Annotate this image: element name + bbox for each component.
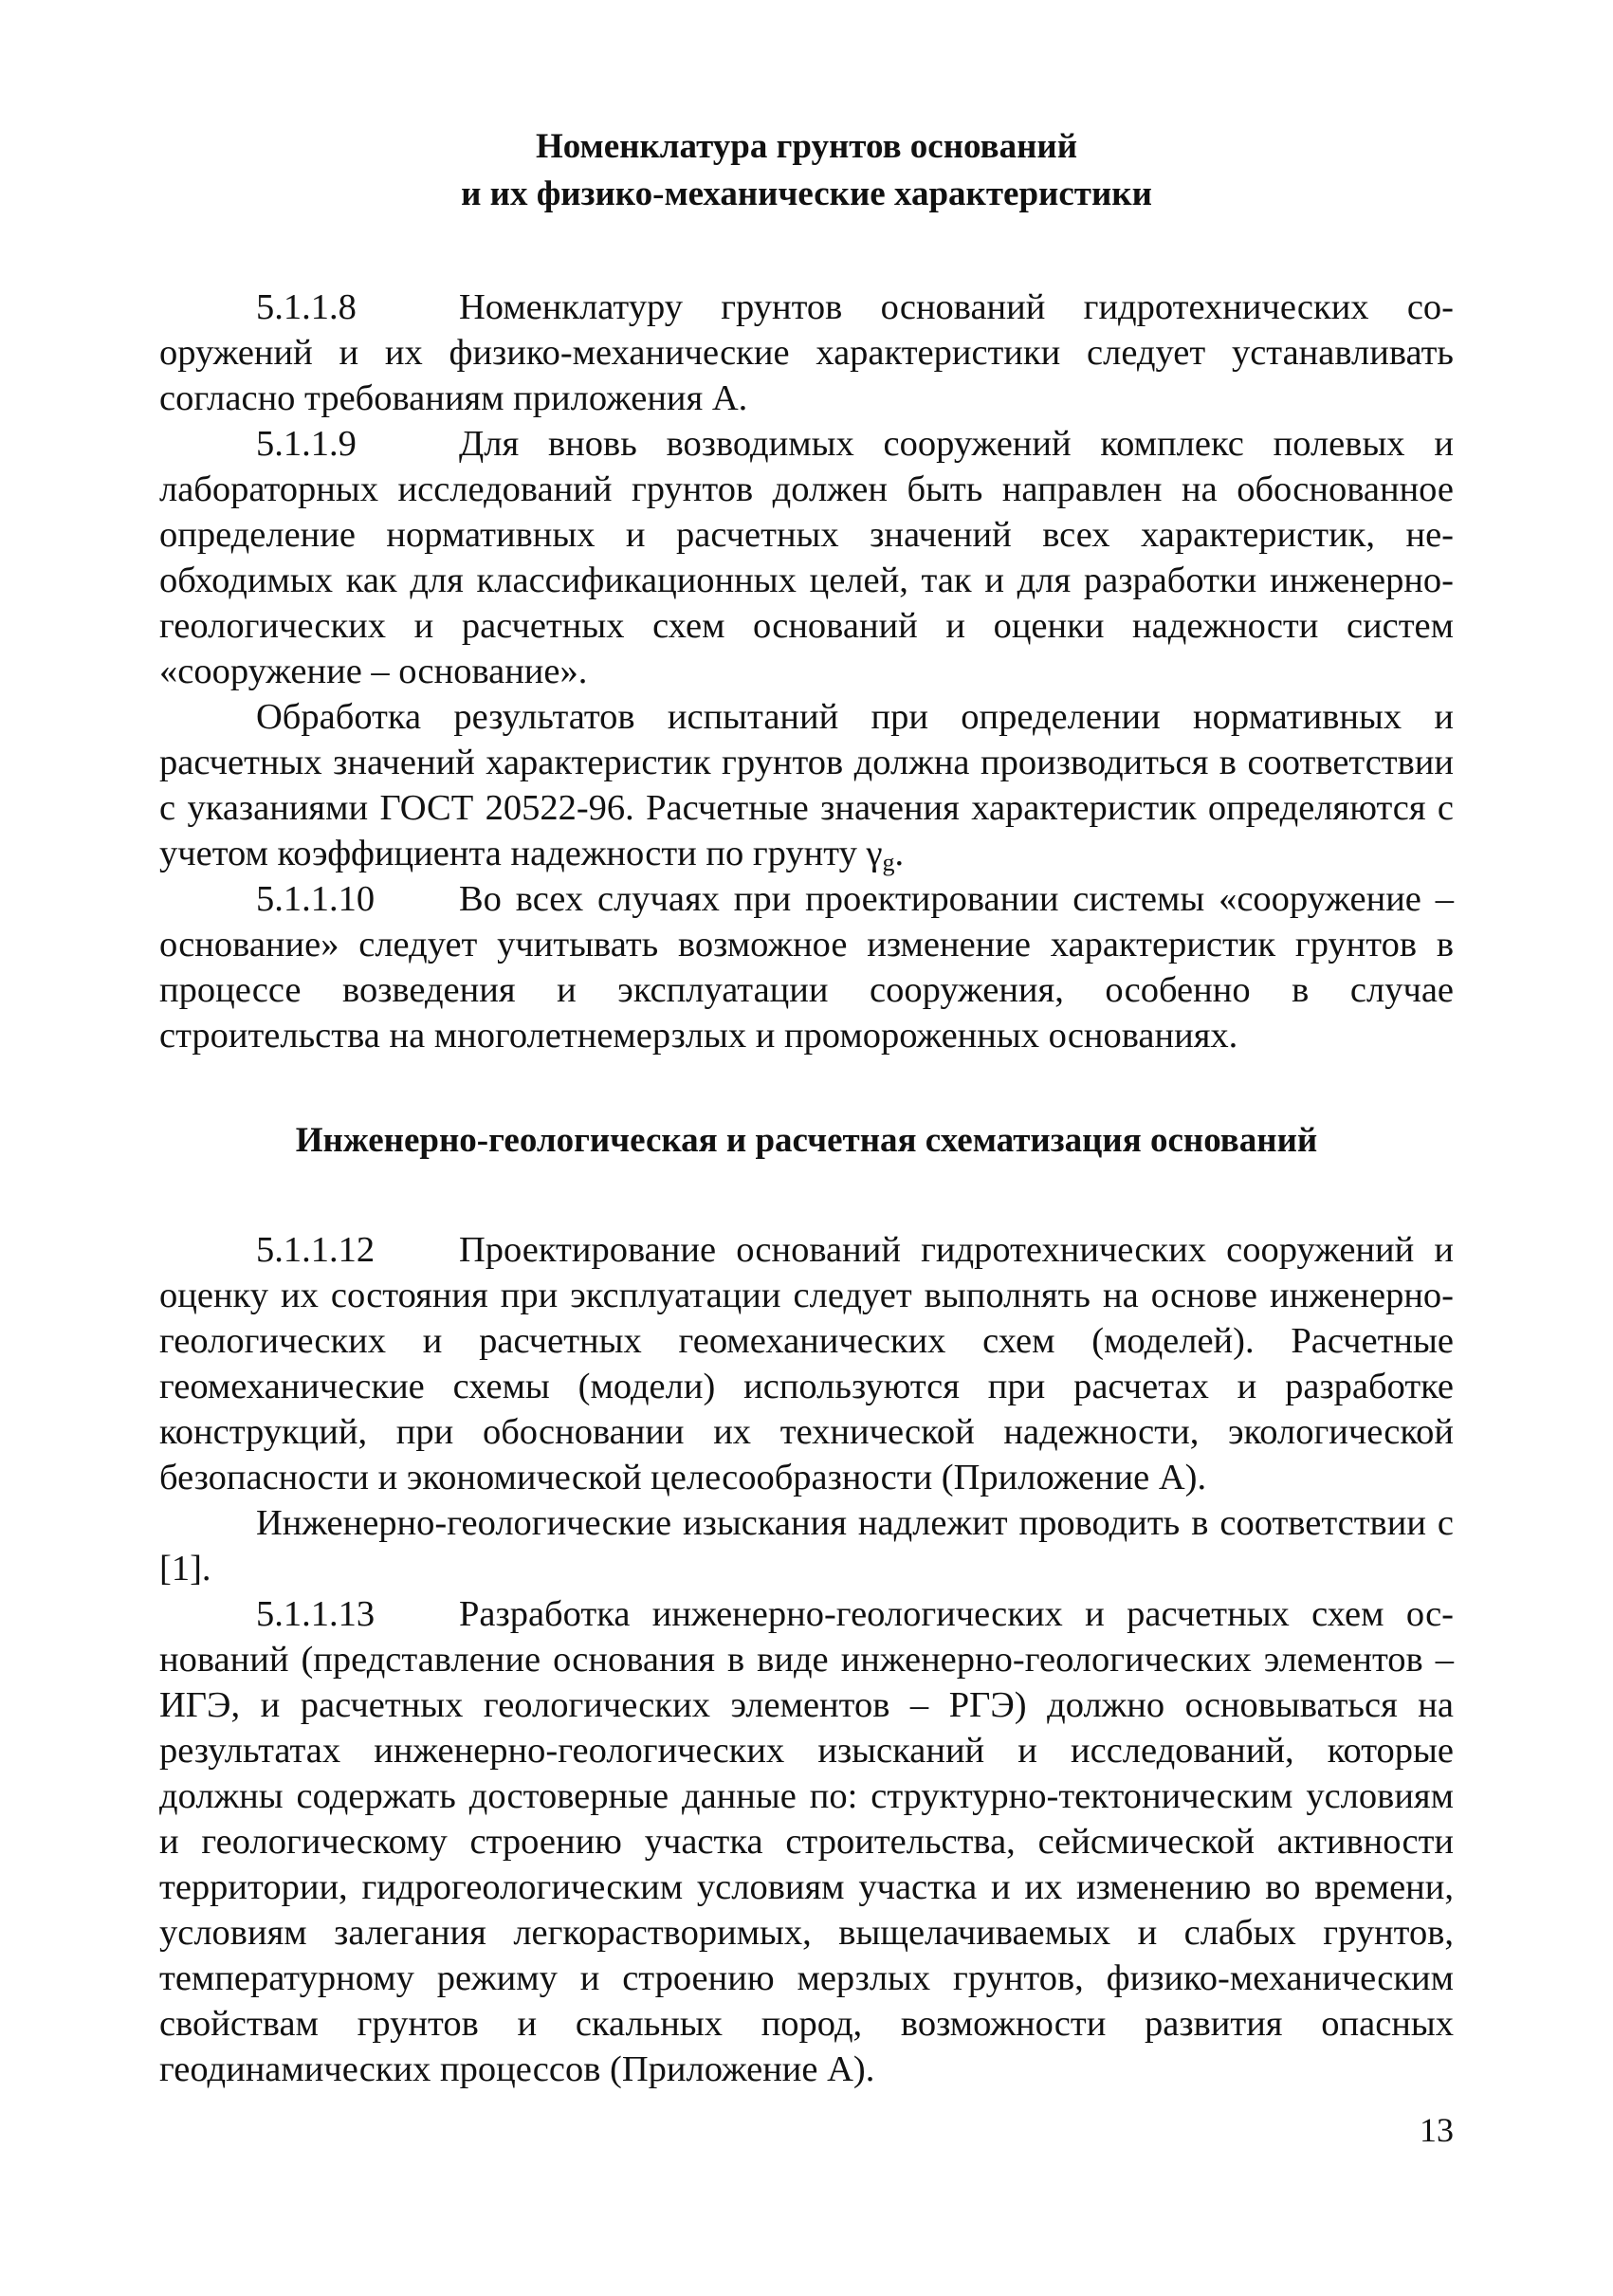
paragraph-text: Для вновь возводимых сооружений комплекс полевых и лабораторных исследований грунтов должен быть направлен на обоснованное определение нормативных и расчетных значений всех характеристик, необходимых как для классификационных целей, так и для разработки инженерно-геологических и расчетных схем оснований и оценки надежности систем «сооружение – основание». xyxy=(159,424,1454,691)
paragraph-tail: . xyxy=(894,834,905,873)
paragraph-5-1-1-10 xyxy=(159,876,1454,1058)
section-title-line-1: Номенклатура грунтов оснований xyxy=(535,127,1078,166)
page-number: 13 xyxy=(1420,2111,1454,2149)
paragraph-text: Номенклатуру грунтов оснований гидротехнических сооружений и их физико-механические характеристики следует устанавливать согласно требованиям приложения А. xyxy=(159,287,1454,418)
clause-number: 5.1.1.10 xyxy=(256,879,376,919)
paragraph-text: Обработка результатов испытаний при определении нормативных и расчетных значений характеристик грунтов должна производиться в соответствии с указаниями ГОСТ 20522-96. Расчетные значения характеристик определяются с учетом коэффициента надежности по грунту xyxy=(159,697,1454,873)
paragraph-5-1-1-13 xyxy=(159,1591,1454,2092)
clause-number: 5.1.1.8 xyxy=(256,287,357,327)
paragraph-text: Инженерно-геологические изыскания надлежит проводить в соответствии с [1]. xyxy=(159,1503,1454,1589)
clause-number: 5.1.1.13 xyxy=(256,1594,376,1634)
paragraph-text: Разработка инженерно-геологических и расчетных схем оснований (представление основания в виде инженерно-геологических элементов – ИГЭ, и расчетных геологических элементов – РГЭ) должно основываться на результатах инженерно-геологических изысканий и исследований, которые должны содержать достоверные данные по: структурно-тектоническим условиям и геологическому строению участка строительства, сейсмической активности территории, гидрогеологическим условиям участка и их изменению во времени, условиям залегания легкорастворимых, выщелачиваемых и слабых грунтов, температурному режиму и строению мерзлых грунтов, физико-механическим свойствам грунтов и скальных пород, возможности развития опасных геодинамических процессов (Приложение А). xyxy=(159,1594,1454,2089)
clause-number: 5.1.1.12 xyxy=(256,1230,376,1270)
section-title-soil-nomenclature xyxy=(159,123,1454,218)
gamma-subscript: g xyxy=(882,849,895,876)
clause-number: 5.1.1.9 xyxy=(256,424,357,464)
paragraph-surveys xyxy=(159,1500,1454,1591)
paragraph-5-1-1-12 xyxy=(159,1227,1454,1500)
section-title-line-2: и их физико-механические характеристики xyxy=(461,174,1152,213)
paragraph-text: Во всех случаях при проектировании системы «сооружение – основание» следует учитывать возможное изменение характеристик грунтов в процессе возведения и эксплуатации сооружения, особенно в случае строительства на многолетнемерзлых и промороженных основаниях. xyxy=(159,879,1454,1056)
paragraph-processing-results xyxy=(159,694,1454,876)
gamma-symbol: γ xyxy=(866,834,883,873)
paragraph-5-1-1-9 xyxy=(159,421,1454,694)
paragraph-text: Проектирование оснований гидротехнических сооружений и оценку их состояния при эксплуатации следует выполнять на основе инженерно-геологических и расчетных геомеханических схем (моделей). Расчетные геомеханические схемы (модели) используются при расчетах и разработке конструкций, при обосновании их технической надежности, экологической безопасности и экономической целесообразности (Приложение А). xyxy=(159,1230,1454,1497)
document-page xyxy=(159,123,1454,2092)
section-title-schematization: Инженерно-геологическая и расчетная схематизация оснований xyxy=(295,1121,1318,1160)
paragraph-5-1-1-8 xyxy=(159,285,1454,421)
